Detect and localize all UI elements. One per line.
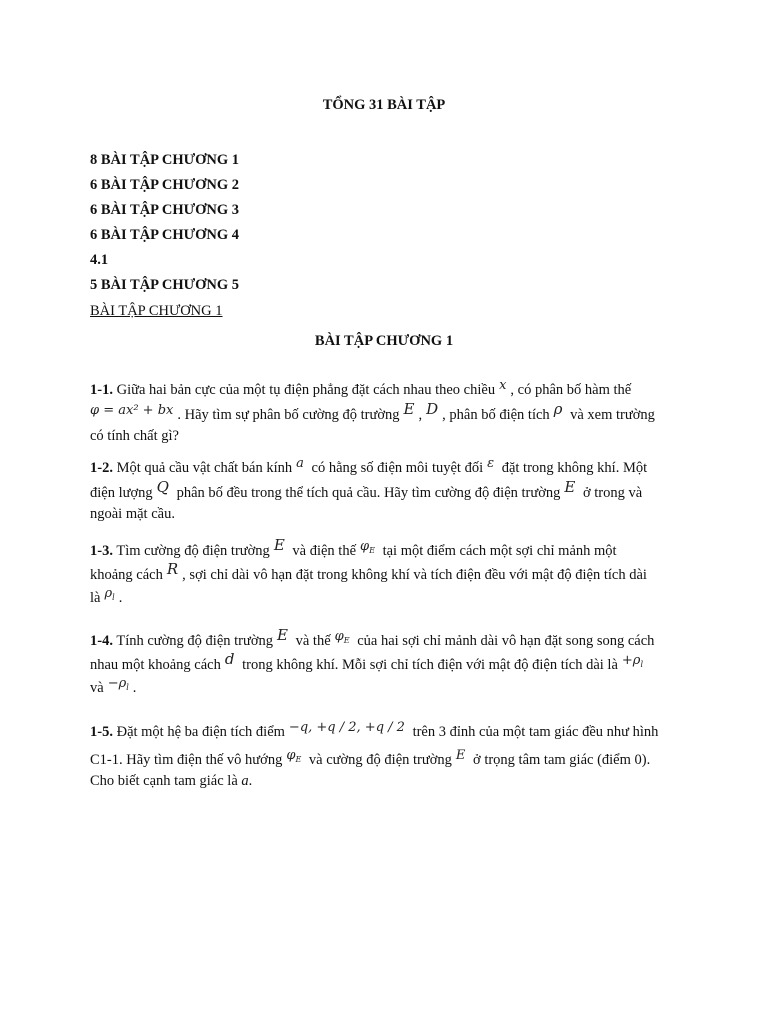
math-E: E (564, 478, 576, 496)
problem-1-4 (90, 628, 690, 700)
math-a: a (296, 456, 304, 471)
problem-text: và (90, 680, 104, 696)
problem-text: tại một điểm cách một sợi chỉ mảnh một (378, 543, 617, 559)
summary-item: 6 BÀI TẬP CHƯƠNG 3 (90, 202, 240, 218)
document-title: TỔNG 31 BÀI TẬP (322, 97, 446, 113)
problem-text: ở trong và (579, 485, 643, 501)
summary-item: 6 BÀI TẬP CHƯƠNG 4 (90, 227, 240, 243)
problem-text: . Hãy tìm sự phân bố cường độ trường (177, 407, 400, 423)
math-E: E (403, 400, 415, 418)
summary-item: 4.1 (90, 252, 109, 268)
summary-item: 6 BÀI TẬP CHƯƠNG 2 (90, 177, 240, 193)
problem-text: , có phân bố hàm thế (510, 382, 632, 398)
problem-text: , sợi chỉ dài vô hạn đặt trong không khí và tích điện đều với mật độ điện tích dài (182, 567, 647, 583)
problem-text: có hằng số điện môi tuyệt đối (307, 460, 484, 476)
problem-text: đặt trong không khí. Một (498, 460, 648, 476)
problem-text: và thế (291, 633, 331, 649)
problem-number: 1-4. (90, 633, 113, 649)
problem-text: Tìm cường độ điện trường (112, 543, 270, 559)
problem-number: 1-1. (90, 382, 113, 398)
math-plus-rho-l: $+\rho_l$ (621, 653, 643, 669)
problem-text: và cường độ điện trường (305, 752, 452, 768)
problem-text: có tính chất gì? (90, 428, 179, 444)
math-phi-E: $\varphi_E$ (286, 748, 302, 764)
problem-text: . (118, 590, 123, 606)
problem-text: . (248, 773, 253, 789)
chapter-heading: BÀI TẬP CHƯƠNG 1 (314, 333, 454, 349)
problem-text: và xem trường (566, 407, 655, 423)
problem-number: 1-5. (90, 724, 113, 740)
problem-text: điện lượng (90, 485, 153, 501)
problem-number: 1-3. (90, 543, 113, 559)
summary-item: 5 BÀI TẬP CHƯƠNG 5 (90, 277, 240, 293)
math-potential-function: φ = ax² + bx (90, 403, 174, 418)
math-minus-rho-l: $-\rho_l$ (107, 676, 129, 692)
problem-text: Đặt một hệ ba điện tích điểm (112, 724, 285, 740)
math-Q: Q (156, 478, 169, 496)
problem-text: ở trọng tâm tam giác (điểm 0). (469, 752, 651, 768)
math-phi-E: $\varphi_E$ (360, 539, 375, 555)
math-rho: ρ (553, 400, 563, 418)
problem-text: Cho biết cạnh tam giác là (90, 773, 242, 789)
chapter-1-link[interactable]: BÀI TẬP CHƯƠNG 1 (90, 303, 223, 319)
problem-text: của hai sợi chỉ mảnh dài vô hạn đặt song song cách (353, 633, 655, 649)
math-charges: −q, +q / 2, +q / 2 (288, 720, 405, 735)
math-E: E (455, 748, 466, 763)
problem-text: khoảng cách (90, 567, 163, 583)
chapter-summary-list (90, 148, 239, 298)
math-D: D (426, 400, 439, 418)
problem-1-2 (90, 456, 690, 526)
problem-text: nhau một khoảng cách (90, 657, 221, 673)
problem-text: phân bố đều trong thể tích quả cầu. Hãy tìm cường độ điện trường (172, 485, 561, 501)
problem-text: C1-1. Hãy tìm điện thế vô hướng (90, 752, 283, 768)
problem-text: là (90, 590, 101, 606)
problem-text: Một quả cầu vật chất bán kính (112, 460, 293, 476)
math-E: E (277, 626, 288, 644)
math-E: E (273, 536, 285, 554)
math-a: a (241, 773, 249, 789)
summary-item: 8 BÀI TẬP CHƯƠNG 1 (90, 152, 240, 168)
problem-text: trong không khí. Mỗi sợi chỉ tích điện với mật độ điện tích dài là (238, 657, 618, 673)
problem-text: ngoài mặt cầu. (90, 506, 175, 522)
math-rho-l: $\rho_l$ (104, 586, 115, 602)
problem-text: Tính cường độ điện trường (112, 633, 274, 649)
problem-text: . (132, 680, 137, 696)
math-x: x (499, 378, 507, 393)
problem-text: , phân bố điện tích (442, 407, 550, 423)
problem-number: 1-2. (90, 460, 113, 476)
problem-1-1 (90, 378, 690, 448)
problem-text: , (418, 407, 423, 423)
math-R: R (166, 560, 179, 578)
problem-text: Giữa hai bản cực của một tụ điện phẳng đặt cách nhau theo chiều (112, 382, 496, 398)
problem-text: và điện thế (288, 543, 357, 559)
problem-1-5 (90, 720, 690, 793)
math-d: d (224, 650, 235, 668)
problem-text: trên 3 đỉnh của một tam giác đều như hình (408, 724, 659, 740)
math-phi-E: $\varphi_E$ (334, 629, 350, 645)
problem-1-3 (90, 538, 690, 610)
math-epsilon: ε (487, 456, 495, 471)
